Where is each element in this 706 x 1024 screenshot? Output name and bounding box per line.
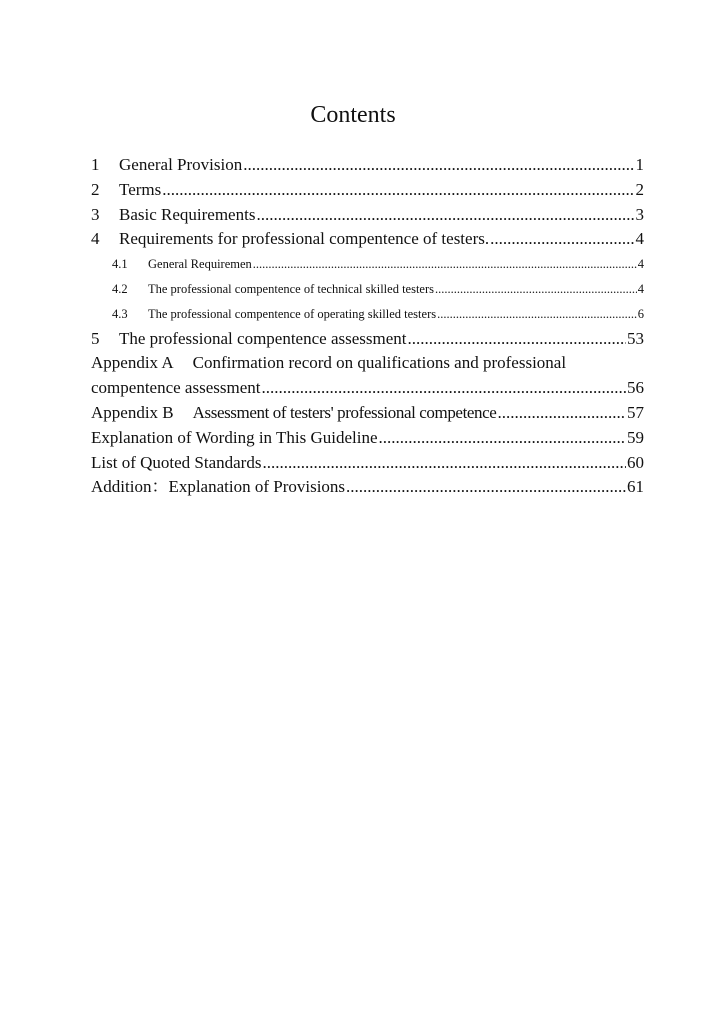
toc-text: General Provision (119, 155, 243, 174)
toc-text: The professional compentence of operating skilled testers (148, 306, 437, 321)
toc-text: Terms (119, 179, 162, 199)
toc-page-number: 1 (635, 155, 644, 174)
dot-leader (243, 153, 634, 178)
toc-page-number: 59 (627, 427, 644, 447)
toc-page-number: 57 (627, 402, 644, 422)
dot-leader (262, 451, 626, 476)
dot-leader (346, 475, 626, 500)
toc-page-number: 4 (637, 281, 644, 296)
appendix-label: Appendix B (91, 402, 174, 422)
toc-page-number: 4 (637, 257, 644, 272)
toc-entry-quoted-standards[interactable] (91, 451, 644, 476)
toc-entry-explanation-of-wording[interactable] (91, 426, 644, 451)
toc-text: The professional compentence of technical skilled testers (148, 281, 435, 296)
toc-text: Addition：Explanation of Provisions (91, 477, 346, 497)
toc-entry-1[interactable] (91, 153, 644, 178)
toc-entry-4-2[interactable] (91, 277, 644, 302)
toc-number: 4.3 (112, 306, 128, 321)
dot-leader (162, 178, 634, 203)
toc-entry-4-1[interactable] (91, 252, 644, 277)
dot-leader (497, 401, 626, 426)
toc-text: The professional compentence assessment (119, 328, 407, 348)
toc-number: 4.2 (112, 281, 128, 296)
toc-number: 1 (91, 155, 100, 174)
appendix-label: Appendix A (91, 353, 174, 373)
toc-entry-4-3[interactable] (91, 302, 644, 327)
toc-number: 2 (91, 179, 100, 199)
toc-text: Confirmation record on qualifications and professional (192, 353, 567, 373)
toc-entry-explanation-of-provisions[interactable] (91, 475, 644, 500)
toc-text: Explanation of Wording in This Guideline (91, 427, 378, 447)
toc-number: 4.1 (112, 257, 128, 272)
dot-leader (408, 327, 627, 352)
dot-leader (261, 376, 626, 401)
dot-leader (437, 302, 637, 327)
toc-entry-5[interactable] (91, 327, 644, 352)
toc-page-number: 56 (627, 378, 644, 398)
toc-entry-3[interactable] (91, 203, 644, 228)
toc-entry-appendix-a-line2[interactable] (91, 376, 644, 401)
toc-number: 4 (91, 229, 100, 249)
toc-entry-appendix-a-line1[interactable] (91, 351, 644, 376)
toc-page-number: 2 (635, 179, 644, 199)
toc-page-number: 6 (637, 306, 644, 321)
toc-page-number: 60 (627, 452, 644, 472)
toc-number: 3 (91, 204, 100, 224)
toc-page-number: 61 (627, 477, 644, 497)
dot-leader (379, 426, 627, 451)
dot-leader (490, 227, 634, 252)
dot-leader (435, 277, 637, 302)
toc-text: Basic Requirements (119, 204, 256, 224)
table-of-contents (91, 153, 644, 500)
dot-leader (253, 252, 637, 277)
toc-text: Requirements for professional compentence of testers. (119, 229, 490, 249)
page-title: Contents (310, 102, 396, 128)
toc-page-number: 53 (627, 328, 644, 348)
toc-text: List of Quoted Standards (91, 452, 262, 472)
toc-text: compentence assessment (91, 378, 261, 398)
toc-page-number: 3 (635, 204, 644, 224)
toc-text: General Requiremen (148, 257, 252, 272)
toc-text: Assessment of testers' professional competence (192, 402, 497, 422)
toc-page-number: 4 (635, 229, 644, 249)
toc-entry-4[interactable] (91, 227, 644, 252)
toc-number: 5 (91, 328, 100, 348)
toc-entry-2[interactable] (91, 178, 644, 203)
dot-leader (256, 203, 634, 228)
toc-entry-appendix-b[interactable] (91, 401, 644, 426)
